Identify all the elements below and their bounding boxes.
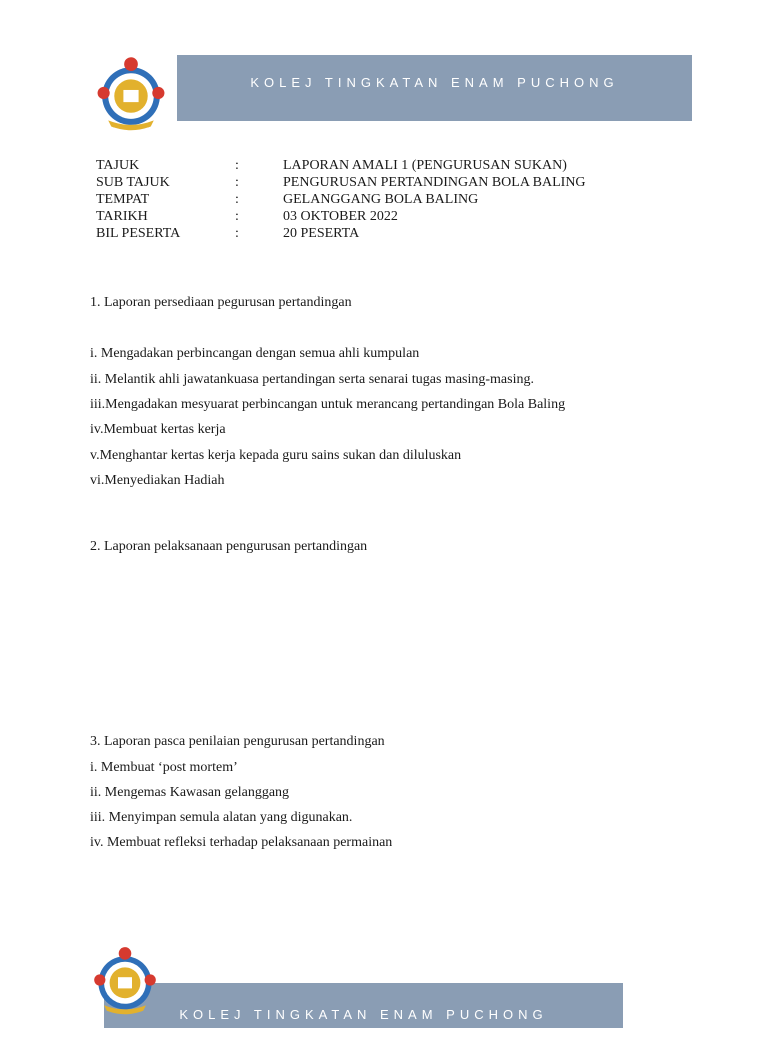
section1-item: iv.Membuat kertas kerja	[90, 422, 226, 437]
info-colon: :	[235, 209, 239, 224]
footer-banner: KOLEJ TINGKATAN ENAM PUCHONG	[104, 983, 623, 1028]
info-value: 20 PESERTA	[283, 226, 360, 241]
section1-item: ii. Melantik ahli jawatankuasa pertandingan serta senarai tugas masing-masing.	[90, 372, 534, 387]
section1-item: v.Menghantar kertas kerja kepada guru sains sukan dan diluluskan	[90, 448, 462, 463]
info-label: TAJUK	[96, 158, 140, 173]
info-colon: :	[235, 158, 239, 173]
info-label: TEMPAT	[96, 192, 150, 207]
section1-heading: 1. Laporan persediaan pegurusan pertandingan	[90, 295, 352, 310]
info-label: BIL PESERTA	[96, 226, 181, 241]
section3-heading: 3. Laporan pasca penilaian pengurusan pertandingan	[90, 734, 385, 749]
info-colon: :	[235, 175, 239, 190]
info-value: PENGURUSAN PERTANDINGAN BOLA BALING	[283, 175, 586, 190]
section3-item: ii. Mengemas Kawasan gelanggang	[90, 785, 290, 800]
info-colon: :	[235, 226, 239, 241]
school-crest-logo	[90, 945, 160, 1015]
school-crest-logo	[93, 55, 169, 131]
info-value: GELANGGANG BOLA BALING	[283, 192, 479, 207]
header-banner: KOLEJ TINGKATAN ENAM PUCHONG	[177, 55, 692, 121]
section3-item: iii. Menyimpan semula alatan yang digunakan.	[90, 810, 353, 825]
section1-item: iii.Mengadakan mesyuarat perbincangan untuk merancang pertandingan Bola Baling	[90, 397, 566, 412]
section2-heading: 2. Laporan pelaksanaan pengurusan pertandingan	[90, 539, 368, 554]
section3-item: iv. Membuat refleksi terhadap pelaksanaan permainan	[90, 835, 393, 850]
info-label: SUB TAJUK	[96, 175, 170, 190]
info-value: LAPORAN AMALI 1 (PENGURUSAN SUKAN)	[283, 158, 567, 173]
info-colon: :	[235, 192, 239, 207]
info-label: TARIKH	[96, 209, 148, 224]
section1-item: i. Mengadakan perbincangan dengan semua ahli kumpulan	[90, 346, 420, 361]
info-value: 03 OKTOBER 2022	[283, 209, 398, 224]
section3-item: i. Membuat ‘post mortem’	[90, 760, 238, 775]
section1-item: vi.Menyediakan Hadiah	[90, 473, 225, 488]
